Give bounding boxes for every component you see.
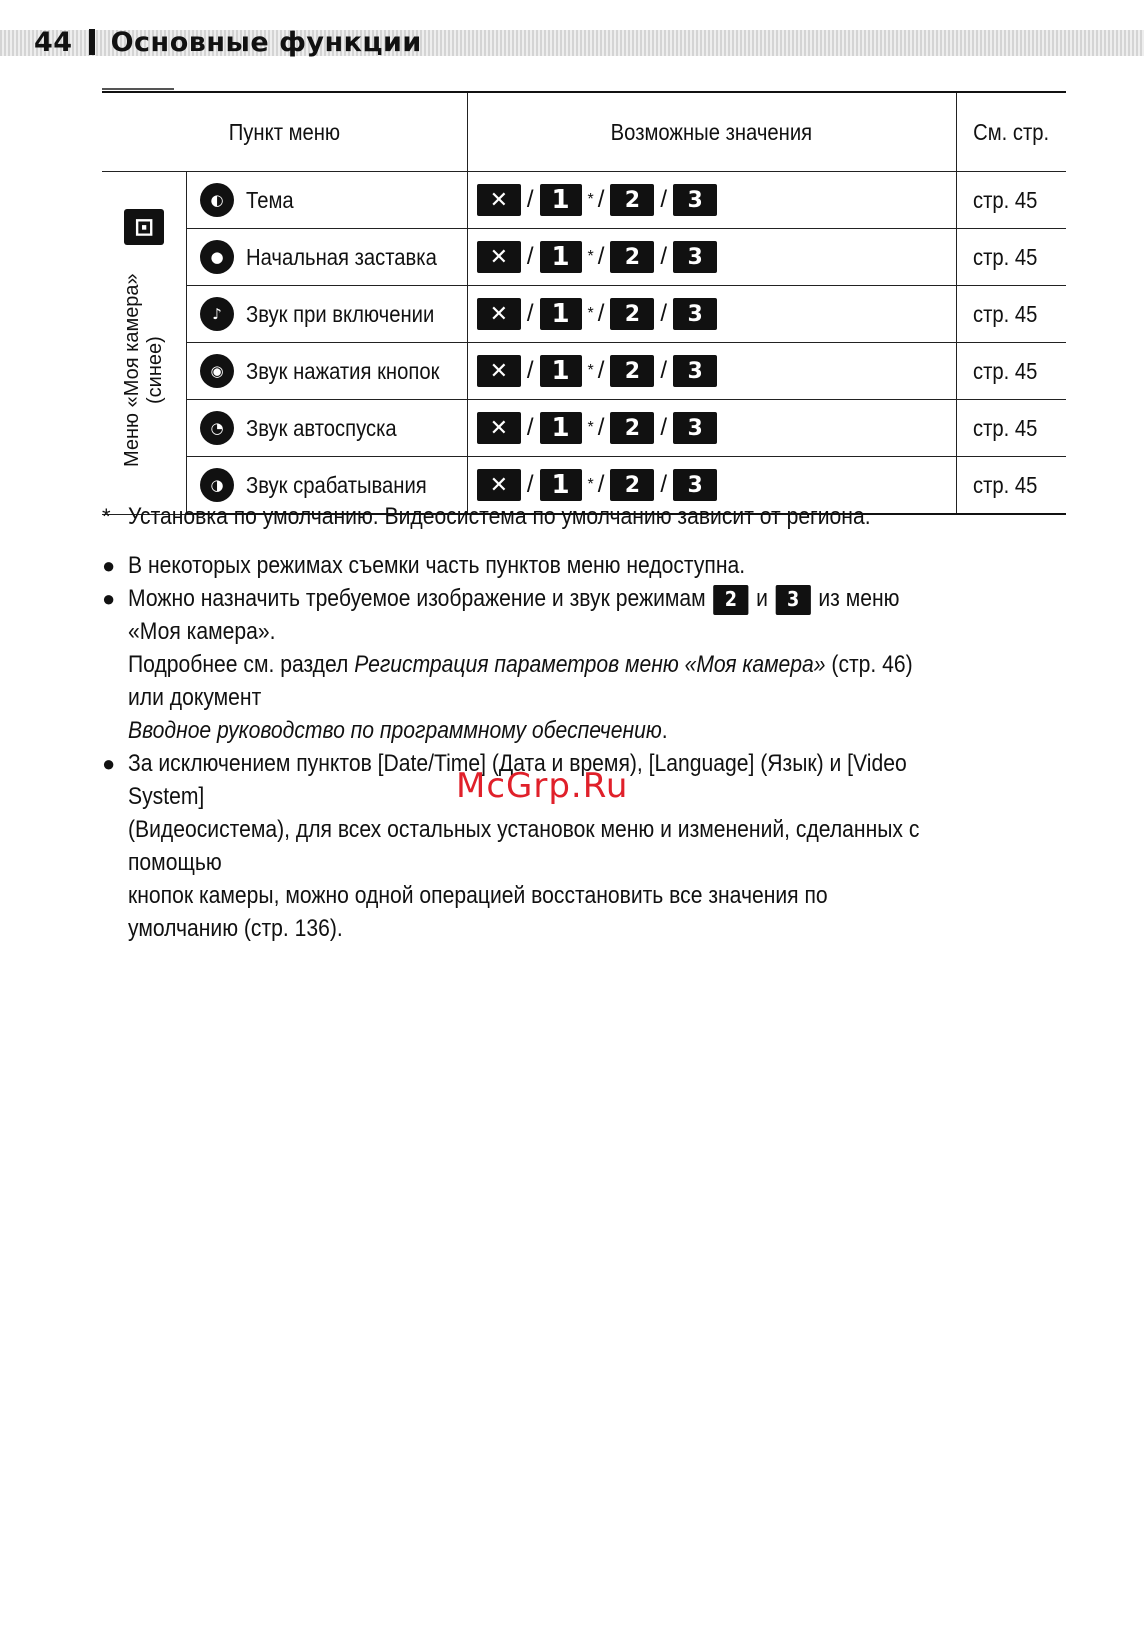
table-row (102, 400, 1066, 457)
value-2-icon: 2 (610, 355, 654, 387)
page-ref[interactable]: стр. 45 (972, 414, 1038, 441)
menu-item-label: Звук нажатия кнопок (246, 357, 440, 384)
value-3-icon: 3 (673, 298, 717, 330)
bullet-2-text-d: (стр. 46) или документ (128, 651, 913, 711)
value-3-icon: 3 (673, 184, 717, 216)
link-register-mycamera[interactable]: Регистрация параметров меню «Моя камера» (354, 651, 826, 678)
bullet-mark: ● (102, 553, 116, 578)
page-ref[interactable]: стр. 45 (972, 471, 1038, 498)
value-3-icon: 3 (673, 355, 717, 387)
page-ref[interactable]: стр. 45 (972, 243, 1038, 270)
menu-item-label: Тема (246, 186, 294, 213)
selftimer-sound-icon: ◔ (200, 411, 234, 445)
page-ref[interactable]: стр. 45 (972, 357, 1038, 384)
menu-item-cell (187, 286, 468, 343)
value-off-icon: ✕ (477, 412, 521, 444)
menu-item-cell (187, 229, 468, 286)
start-sound-icon: ♪ (200, 297, 234, 331)
value-1-icon: 1 (540, 412, 582, 444)
bullet-2-text-c: Подробнее см. раздел (128, 651, 349, 678)
page-ref[interactable]: стр. 45 (972, 300, 1038, 327)
footnote (102, 500, 1042, 533)
theme-icon: ◐ (200, 183, 234, 217)
value-2-icon: 2 (610, 241, 654, 273)
menu-item-cell (187, 343, 468, 400)
bullet-3-line-3: кнопок камеры, можно одной операцией восстановить все значения по умолчанию (стр. 136). (128, 882, 828, 942)
default-mark: * (587, 419, 594, 436)
values-cell: ✕ / 1 * / 2 / 3 (467, 343, 956, 400)
value-2-icon: 2 (610, 298, 654, 330)
value-off-icon: ✕ (477, 184, 521, 216)
menu-item-cell (187, 400, 468, 457)
bullet-mark: ● (102, 586, 116, 611)
bullet-2-and: и (756, 585, 768, 612)
bullet-3-line-2: (Видеосистема), для всех остальных установок меню и изменений, сделанных с помощью (128, 816, 920, 876)
value-3-icon: 3 (673, 241, 717, 273)
menu-item-label: Звук при включении (246, 300, 435, 327)
value-2-icon: 2 (610, 469, 654, 501)
default-mark: * (587, 476, 594, 493)
page-ref-cell (956, 343, 1066, 400)
notes (102, 500, 1042, 945)
start-image-icon: ● (200, 240, 234, 274)
value-1-icon: 1 (540, 469, 582, 501)
value-3-icon: 3 (673, 469, 717, 501)
watermark: McGrp.Ru (456, 766, 629, 806)
values-cell: ✕ / 1 * / 2 / 3 (467, 172, 956, 229)
values-cell: ✕ / 1 * / 2 / 3 (467, 229, 956, 286)
bullet-1-text: В некоторых режимах съемки часть пунктов меню недоступна. (128, 552, 746, 579)
value-off-icon: ✕ (477, 298, 521, 330)
value-1-icon: 1 (540, 184, 582, 216)
bullet-mark: ● (102, 751, 116, 776)
menu-item-label: Звук автоспуска (246, 414, 397, 441)
table-row (102, 343, 1066, 400)
shutter-sound-icon: ◑ (200, 468, 234, 502)
value-1-icon: 1 (540, 241, 582, 273)
bullet-3-line-1: За исключением пунктов [Date/Time] (Дата и время), [Language] (Язык) и [Video System] (128, 750, 907, 810)
values-cell: ✕ / 1 * / 2 / 3 (467, 457, 956, 515)
values-cell: ✕ / 1 * / 2 / 3 (467, 400, 956, 457)
side-label: Меню «Моя камера» (синее) (121, 272, 166, 467)
bullet-2-text-b: из меню «Моя камера». (128, 585, 900, 645)
mycam-3-icon: 3 (776, 585, 811, 615)
mycamera-settings-table (102, 91, 1066, 515)
page-ref-cell (956, 172, 1066, 229)
menu-item-label: Звук срабатывания (246, 471, 427, 498)
menu-item-cell (187, 172, 468, 229)
value-off-icon: ✕ (477, 355, 521, 387)
page-number: 44 (34, 26, 73, 58)
header-values: Возможные значения (497, 92, 927, 172)
page-ref-cell (956, 400, 1066, 457)
bullet-1 (102, 549, 1042, 582)
value-3-icon: 3 (673, 412, 717, 444)
default-mark: * (587, 362, 594, 379)
default-mark: * (587, 305, 594, 322)
value-2-icon: 2 (610, 412, 654, 444)
default-mark: * (587, 248, 594, 265)
link-software-guide[interactable]: Вводное руководство по программному обеспечению (128, 717, 662, 744)
header-divider (89, 29, 95, 55)
value-2-icon: 2 (610, 184, 654, 216)
table-row (102, 229, 1066, 286)
header-item: Пункт меню (124, 92, 446, 172)
value-off-icon: ✕ (477, 469, 521, 501)
value-1-icon: 1 (540, 298, 582, 330)
operation-sound-icon: ◉ (200, 354, 234, 388)
value-off-icon: ✕ (477, 241, 521, 273)
default-mark: * (587, 191, 594, 208)
section-title: Основные функции (110, 26, 422, 58)
page-ref-cell (956, 229, 1066, 286)
page-ref[interactable]: стр. 45 (972, 186, 1038, 213)
footnote-text: Установка по умолчанию. Видеосистема по умолчанию зависит от региона. (128, 503, 871, 530)
bullet-2 (102, 582, 1042, 747)
bullet-2-text-a: Можно назначить требуемое изображение и звук режимам (128, 585, 706, 612)
mycam-2-icon: 2 (713, 585, 748, 615)
values-cell: ✕ / 1 * / 2 / 3 (467, 286, 956, 343)
table-header-row (102, 92, 1066, 172)
table-row (102, 172, 1066, 229)
side-column (102, 172, 187, 515)
menu-item-label: Начальная заставка (246, 243, 437, 270)
value-1-icon: 1 (540, 355, 582, 387)
table-row (102, 286, 1066, 343)
page-ref-cell (956, 286, 1066, 343)
footnote-mark: * (102, 504, 111, 529)
header-page: См. стр. (963, 92, 1060, 172)
my-camera-icon: ⊡ (124, 209, 164, 245)
page-header (34, 24, 422, 60)
bullet-2-end: . (661, 717, 668, 744)
top-rule (102, 88, 174, 90)
